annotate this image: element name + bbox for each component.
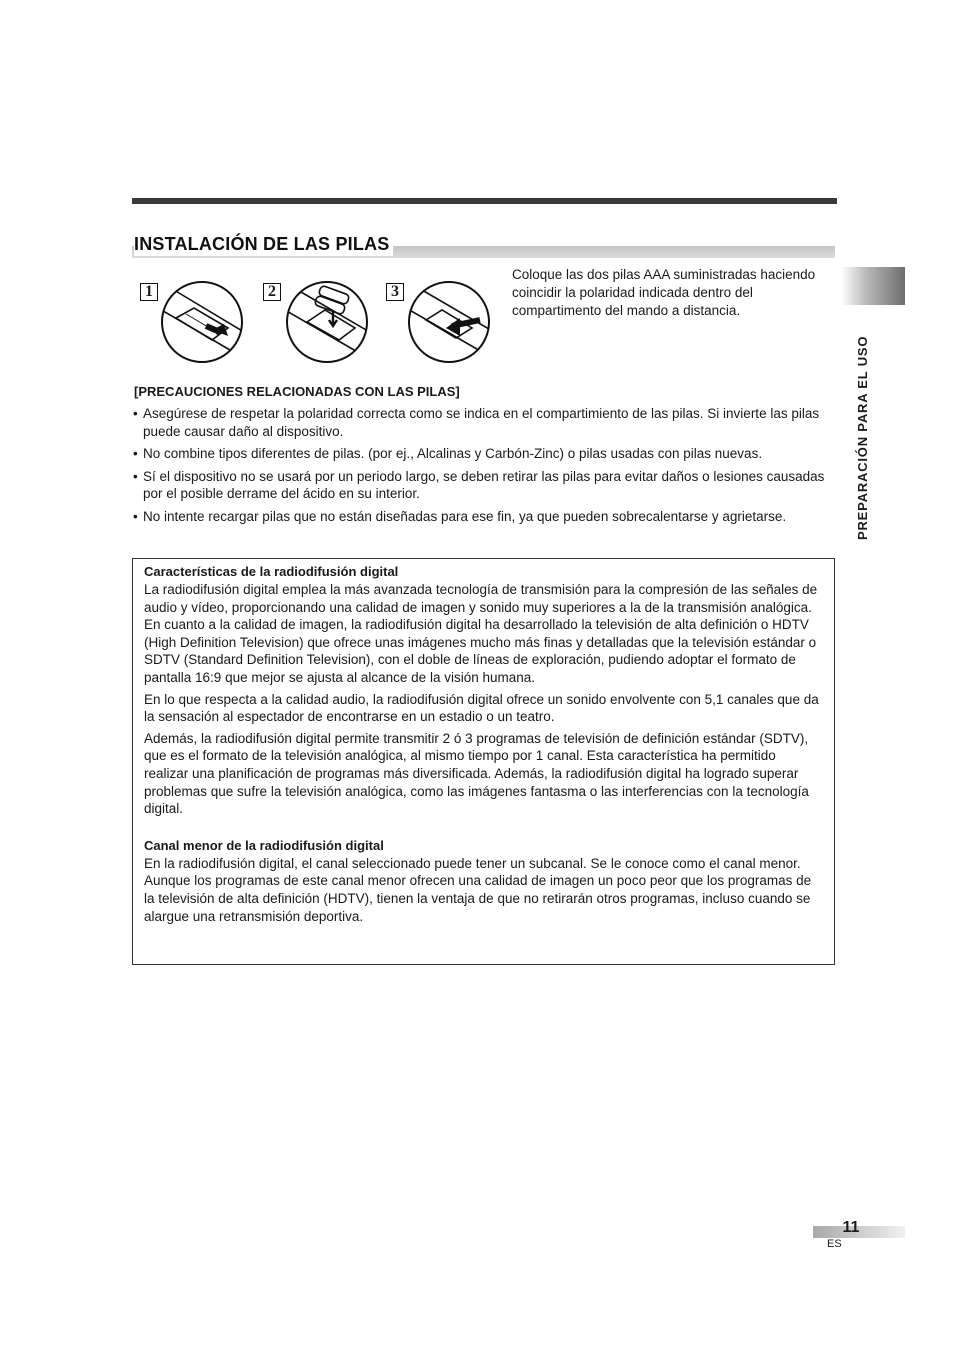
list-item: • Asegúrese de respetar la polaridad correcta como se indica en el compartimiento de las pilas. Si invierte las pilas puede causar daño al dispositivo. <box>133 405 838 440</box>
page-number: 11 <box>842 1219 860 1236</box>
info-paragraph: En la radiodifusión digital, el canal seleccionado puede tener un subcanal. Se le conoce como el canal menor. Aunque los programas de este canal menor ofrecen una calidad de imagen un poco peor que los programas de la televisión de alta definición (HDTV), tienen la ventaja de que no retirarán otros programas, incluso cuando se alargue una retransmisión deportiva. <box>144 855 812 924</box>
digital-broadcast-info-box <box>132 558 835 965</box>
side-section-label: PREPARACIÓN PARA EL USO <box>855 335 870 540</box>
step-number: 3 <box>386 283 404 301</box>
step-1-illustration <box>140 280 232 365</box>
side-label-wrap <box>851 310 875 540</box>
info-paragraph: La radiodifusión digital emplea la más avanzada tecnología de transmisión para la compresión de las señales de audio y vídeo, proporcionando una calidad de imagen y sonido muy superiores a la de la transmisión analógica. En cuanto a la calidad de imagen, la radiodifusión digital ha desarrollado la televisión de alta definición o HDTV (High Definition Television) que ofrece unas imágenes mucho más finas y detalladas que la televisión estándar o SDTV (Standard Definition Television), con el doble de líneas de exploración, pudiendo adoptar el formato de pantalla 16:9 que mejor se ajusta al alcance de la visión humana. <box>144 582 818 685</box>
page-language: ES <box>827 1238 842 1250</box>
step-number: 1 <box>140 283 158 301</box>
top-rule <box>132 198 837 204</box>
page-title: INSTALACIÓN DE LAS PILAS <box>134 232 393 256</box>
list-item: • Sí el dispositivo no se usará por un periodo largo, se deben retirar las pilas para evitar daños o lesiones causadas por el posible derrame del ácido en su interior. <box>133 468 838 503</box>
list-item: • No intente recargar pilas que no están diseñadas para ese fin, ya que pueden sobrecalentarse y agrietarse. <box>133 508 838 526</box>
precautions-list <box>133 405 838 530</box>
side-tab <box>841 267 905 305</box>
step-number: 2 <box>263 283 281 301</box>
step-3-illustration <box>386 280 478 365</box>
info-paragraph: Además, la radiodifusión digital permite transmitir 2 ó 3 programas de televisión de definición estándar (SDTV), que es el formato de la televisión analógica, al mismo tiempo por 1 canal. Esta característica ha permitido realizar una planificación de programas más diversificada. Además, la radiodifusión digital ha logrado superar problemas que sufre la televisión analógica, como las imágenes fantasma o las interferencias con la tecnología digital. <box>144 730 809 817</box>
precautions-title: [PRECAUCIONES RELACIONADAS CON LAS PILAS] <box>134 384 460 399</box>
info-heading: Características de la radiodifusión digital <box>144 564 399 579</box>
step-2-illustration <box>263 280 355 365</box>
info-heading: Canal menor de la radiodifusión digital <box>144 837 384 853</box>
intro-text: Coloque las dos pilas AAA suministradas haciendo coincidir la polaridad indicada dentro del compartimento del mando a distancia. <box>512 267 816 318</box>
info-paragraph: En lo que respecta a la calidad audio, la radiodifusión digital ofrece un sonido envolvente con 5,1 canales que da la sensación al espectador de encontrarse en un estadio o un teatro. <box>144 691 819 725</box>
list-item: • No combine tipos diferentes de pilas. (por ej., Alcalinas y Carbón-Zinc) o pilas usadas con pilas nuevas. <box>133 445 838 463</box>
spacer <box>144 822 823 837</box>
